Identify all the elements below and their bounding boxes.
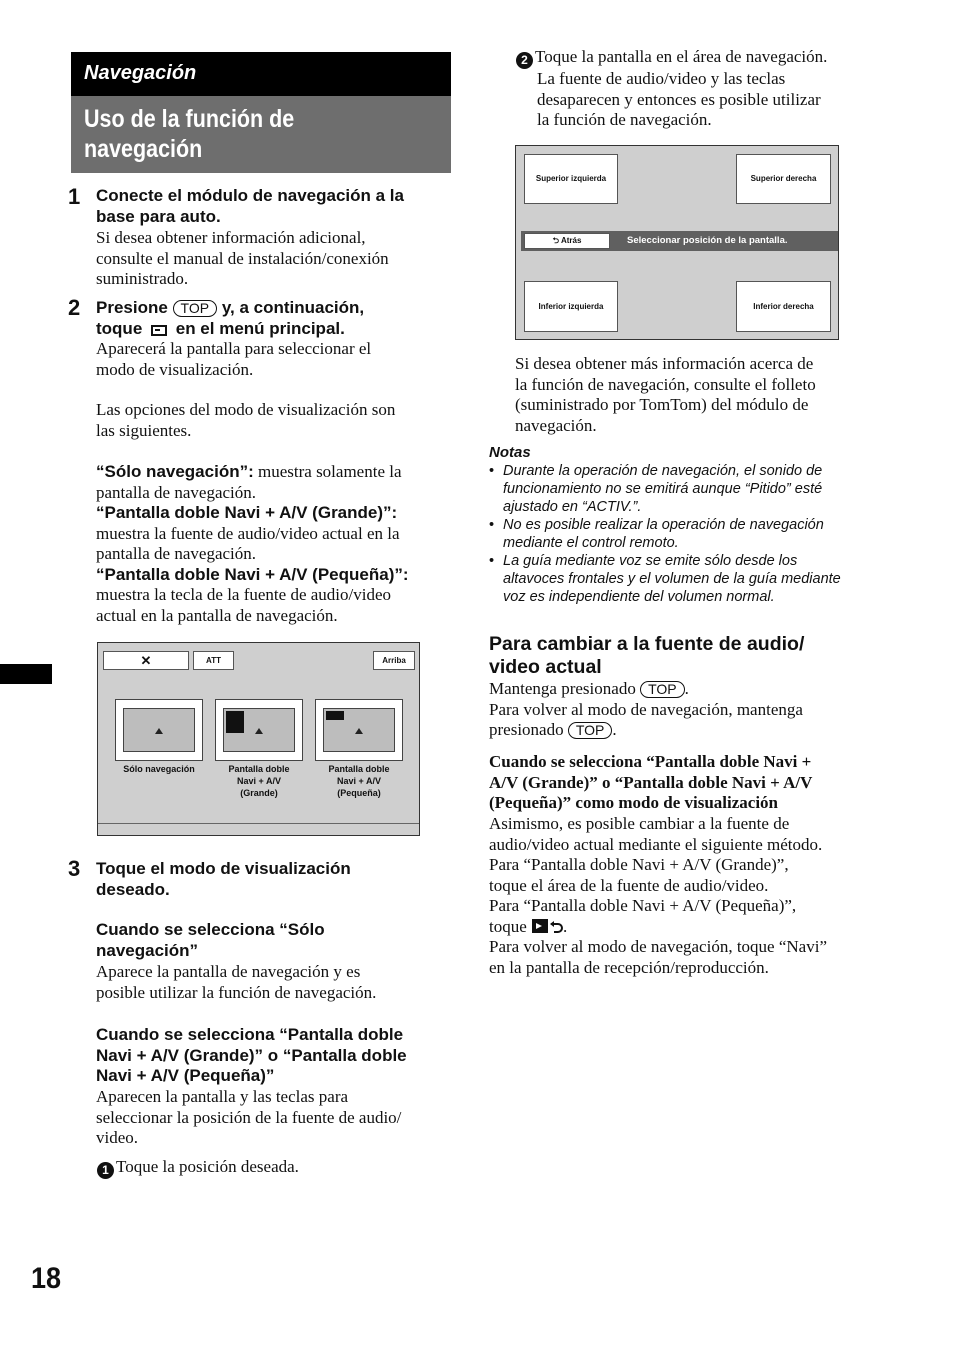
thumb-screen <box>123 708 195 752</box>
step-1-body <box>96 228 389 290</box>
screen-divider <box>98 823 419 824</box>
text-line: Si desea obtener información adicional, <box>96 228 366 247</box>
close-button[interactable]: ✕ <box>103 651 189 670</box>
text-span: Toque la posición deseada. <box>116 1157 299 1176</box>
text-line: funcionamiento no se emitirá aunque “Pitido” esté <box>503 481 823 497</box>
text-line: Asimismo, es posible cambiar a la fuente de <box>489 814 790 833</box>
arrow-icon <box>355 728 363 734</box>
text-line: (Pequeña)” como modo de visualización <box>489 793 778 812</box>
dual-mode-text <box>489 814 827 978</box>
step-2-number: 2 <box>68 295 81 320</box>
text-line: La fuente de audio/video y las teclas <box>537 69 786 88</box>
text-span: Mantenga presionado <box>489 679 636 698</box>
text-span: . <box>563 916 568 936</box>
text-line: toque el área de la fuente de audio/video. <box>489 875 769 895</box>
position-select-screen <box>515 145 839 340</box>
text-line: Para cambiar a la fuente de audio/ <box>489 633 805 655</box>
sub-heading-solo <box>96 920 325 961</box>
option-2-name: “Pantalla doble Navi + A/V (Grande)”: <box>96 503 398 522</box>
text-line: voz es independiente del volumen normal. <box>503 589 775 605</box>
text-line: la función de navegación, consulte el folleto <box>515 374 816 394</box>
circled-number-1: 1 <box>97 1162 114 1179</box>
sub-text-solo <box>96 962 376 1003</box>
text-line: Cuando se selecciona “Pantalla doble Navi + <box>489 752 812 771</box>
av-key-icon <box>326 711 344 720</box>
thumb-label <box>310 763 408 799</box>
text-line: Cuando se selecciona “Sólo <box>96 920 325 939</box>
text-line: Navi + A/V (Pequeña)” <box>96 1066 275 1085</box>
label-line: (Grande) <box>240 788 278 798</box>
text-line: video actual <box>489 656 602 678</box>
prompt-text: Seleccionar posición de la pantalla. <box>627 235 788 246</box>
bullet-icon: • <box>489 517 495 533</box>
note-item <box>489 462 879 516</box>
arrow-icon <box>155 728 163 734</box>
text-line: Para “Pantalla doble Navi + A/V (Pequeña)”, <box>489 896 797 915</box>
text-line: posible utilizar la función de navegación. <box>96 982 377 1002</box>
text-line: La guía mediante voz se emite sólo desde los <box>503 553 798 569</box>
title-line-2: navegación <box>84 135 203 163</box>
text-span: presionado <box>489 720 564 739</box>
step-3-heading <box>96 859 351 900</box>
text-span: toque <box>96 318 143 338</box>
step-1-heading <box>96 186 404 227</box>
text-line: video. <box>96 1128 139 1147</box>
text-line: en la pantalla de recepción/reproducción. <box>489 957 769 977</box>
text-line: Aparecerá la pantalla para seleccionar el <box>96 339 372 358</box>
back-arrow-icon: ⮌ <box>552 236 561 245</box>
label-line: (Pequeña) <box>337 788 381 798</box>
note-item <box>489 516 879 552</box>
text-line: Aparecen la pantalla y las teclas para <box>96 1087 349 1106</box>
text-line: (suministrado por TomTom) del módulo de <box>515 395 809 414</box>
label-line: Pantalla doble <box>328 764 390 774</box>
text-line: ajustado en “ACTIV.”. <box>503 499 642 515</box>
inferior-derecha-button[interactable]: Inferior derecha <box>736 281 831 332</box>
text-line: Si desea obtener más información acerca de <box>515 354 814 373</box>
switch-instructions <box>489 679 803 741</box>
navi-source-icon <box>151 325 167 336</box>
text-line: seleccionar la posición de la fuente de audio/ <box>96 1107 402 1127</box>
text-line: Para volver al modo de navegación, mantenga <box>489 699 803 719</box>
top-key: TOP <box>640 681 685 698</box>
thumb-label: Sólo navegación <box>123 764 195 774</box>
superior-derecha-button[interactable]: Superior derecha <box>736 154 831 204</box>
thumb-label <box>210 763 308 799</box>
step-3-number: 3 <box>68 856 81 881</box>
text-line: pantalla de navegación. <box>96 482 257 502</box>
top-key: TOP <box>173 300 218 317</box>
arriba-button[interactable]: Arriba <box>373 651 415 670</box>
text-line: modo de visualización. <box>96 359 254 379</box>
atras-label: Atrás <box>560 236 582 245</box>
step-1-head-line: Conecte el módulo de navegación a la <box>96 186 404 205</box>
text-line: consulte el manual de instalación/conexión <box>96 248 389 268</box>
title-line-1: Uso de la función de <box>84 105 295 133</box>
text-line: Cuando se selecciona “Pantalla doble <box>96 1025 404 1044</box>
text-line: pantalla de navegación. <box>96 544 257 563</box>
display-mode-options <box>96 462 409 626</box>
sub-step-2 <box>516 47 827 131</box>
display-mode-screen <box>97 642 420 836</box>
label-line: Navi + A/V <box>337 776 381 786</box>
att-button[interactable]: ATT <box>193 651 234 670</box>
step-2-options-intro <box>96 400 395 441</box>
text-span: muestra solamente la <box>258 462 402 481</box>
arrow-icon <box>255 728 263 734</box>
text-span: en el menú principal. <box>175 318 345 338</box>
section-title: Navegación <box>84 62 197 84</box>
label-line: Navi + A/V <box>237 776 281 786</box>
sub-heading-doble <box>96 1025 407 1087</box>
text-line: muestra la tecla de la fuente de audio/video <box>96 585 392 604</box>
thumb-pantalla-grande[interactable] <box>215 699 303 761</box>
sub-text-doble <box>96 1087 401 1149</box>
notes-title: Notas <box>489 444 531 461</box>
text-span: . <box>684 679 689 698</box>
step-2-body <box>96 339 371 380</box>
inferior-izquierda-button[interactable]: Inferior izquierda <box>524 281 618 332</box>
text-line: Para “Pantalla doble Navi + A/V (Grande)”, <box>489 855 789 874</box>
superior-izquierda-button[interactable]: Superior izquierda <box>524 154 618 204</box>
page-number: 18 <box>31 1262 62 1295</box>
text-line: las siguientes. <box>96 420 192 440</box>
thumb-screen <box>323 708 395 752</box>
text-line: deseado. <box>96 879 170 899</box>
text-span: Presione <box>96 298 168 317</box>
text-line: Navi + A/V (Grande)” o “Pantalla doble <box>96 1045 407 1065</box>
bullet-icon: • <box>489 463 495 479</box>
step-2-heading <box>96 298 364 339</box>
dual-mode-heading <box>489 752 812 814</box>
text-line: Durante la operación de navegación, el sonido de <box>503 463 823 479</box>
text-span: toque <box>489 916 527 936</box>
thumb-solo-navegacion[interactable] <box>115 699 203 761</box>
text-line: la función de navegación. <box>537 110 712 129</box>
sub-section-heading <box>489 633 804 679</box>
circled-number-2: 2 <box>516 52 533 69</box>
page-title <box>84 104 394 164</box>
prompt-bar <box>521 231 838 251</box>
text-line: navegación” <box>96 940 199 960</box>
step-1-number: 1 <box>68 184 81 209</box>
bullet-icon: • <box>489 553 495 569</box>
top-key: TOP <box>568 722 613 739</box>
text-line: audio/video actual mediante el siguiente método. <box>489 834 823 854</box>
av-source-icon <box>226 711 244 733</box>
text-line: Toque el modo de visualización <box>96 859 351 878</box>
text-line: muestra la fuente de audio/video actual en la <box>96 523 400 543</box>
thumb-screen <box>223 708 295 752</box>
text-line: desaparecen y entonces es posible utilizar <box>537 89 821 109</box>
thumb-pantalla-pequena[interactable] <box>315 699 403 761</box>
side-tab-marker <box>0 664 52 684</box>
text-line: altavoces frontales y el volumen de la guía mediante <box>503 571 841 587</box>
step-1-head-line: base para auto. <box>96 206 221 226</box>
text-line: suministrado. <box>96 269 189 288</box>
text-line: Aparece la pantalla de navegación y es <box>96 962 361 981</box>
title-bar <box>71 96 451 173</box>
label-line: Pantalla doble <box>228 764 290 774</box>
text-line: A/V (Grande)” o “Pantalla doble Navi + A/V <box>489 772 813 792</box>
option-1-name: “Sólo navegación”: <box>96 462 254 481</box>
text-line: Para volver al modo de navegación, toque “Navi” <box>489 937 827 956</box>
more-info-text <box>515 354 816 436</box>
text-line: actual en la pantalla de navegación. <box>96 605 338 625</box>
av-source-key-icon <box>531 918 563 935</box>
text-line: No es posible realizar la operación de navegación <box>503 517 824 533</box>
note-item <box>489 552 879 606</box>
section-header <box>71 52 451 96</box>
text-line: mediante el control remoto. <box>503 535 679 551</box>
notes-list <box>489 462 879 606</box>
option-3-name: “Pantalla doble Navi + A/V (Pequeña)”: <box>96 564 409 584</box>
text-span: y, a continuación, <box>221 298 365 317</box>
text-span: . <box>612 720 617 739</box>
text-span: Toque la pantalla en el área de navegación. <box>535 47 828 66</box>
sub-step-1 <box>97 1157 299 1179</box>
atras-button[interactable] <box>524 233 610 249</box>
text-line: navegación. <box>515 415 597 435</box>
text-line: Las opciones del modo de visualización son <box>96 400 396 419</box>
